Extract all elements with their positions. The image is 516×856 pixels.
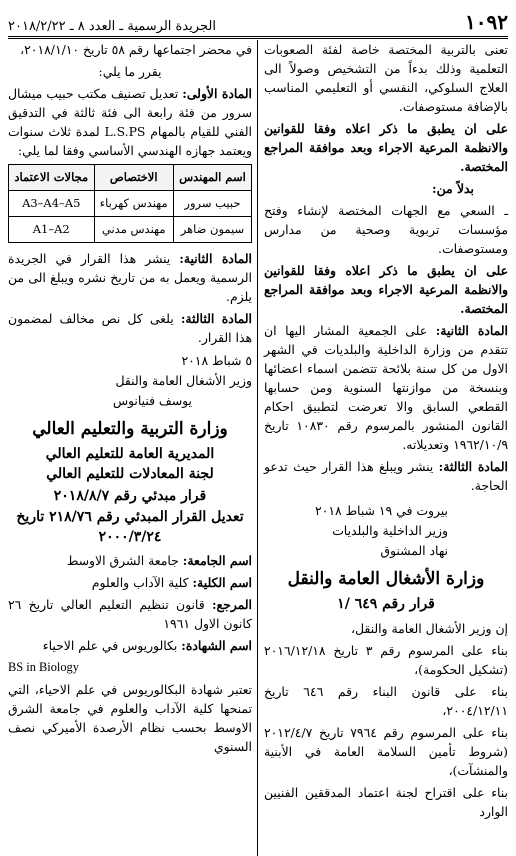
paragraph: ـ السعي مع الجهات المختصة لإنشاء وفتح مؤسسات تربوية وصحية من مدارس ومستوصفات.: [264, 203, 508, 256]
field-value: جامعة الشرق الاوسط: [66, 553, 179, 568]
bold-paragraph: على ان يطبق ما ذكر اعلاه وفقا للقوانين والانظمة المرعية الاجراء وبعد موافقة المراجع المختصة.: [264, 263, 508, 316]
degree-english: BS in Biology: [8, 660, 79, 674]
table-cell: حبيب سرور: [173, 191, 251, 217]
paragraph: بناء على المرسوم رقم ٣ تاريخ ٢٠١٦/١٢/١٨ (تشكيل الحكومة)،: [264, 643, 508, 677]
article-one: [8, 84, 252, 160]
article-text: ينشر هذا القرار في الجريدة الرسمية ويعمل به من تاريخ نشره ويبلغ الى من يلزم.: [8, 251, 252, 304]
committee-title: لجنة المعادلات للتعليم العالي: [46, 466, 214, 482]
article-label: المادة الثانية:: [435, 323, 508, 338]
ministry-title: وزارة التربية والتعليم العالي: [32, 419, 228, 439]
table-cell: مهندس كهرباء: [94, 191, 173, 217]
degree-line: [8, 636, 252, 655]
signature-date: بيروت في ١٩ شباط ٢٠١٨: [315, 503, 448, 518]
table-header-row: [9, 165, 252, 191]
article-text: على الجمعية المشار اليها ان تتقدم من وزارة الداخلية والبلديات في الشهر الاول من كل سنة بلائحة تتضمن اسماء اعضائها وبنسخة من موازنتها السنوية ومن حسابها القطعي السابق والا تعرضت لتطبيق احكام القانون المنشور بالمرسوم رقم ١٠٨٣٠ تاريخ ١٩٦٢/١٠/٩ وتعديلاته.: [264, 323, 508, 452]
field-value: قانون تنظيم التعليم العالي تاريخ ٢٦ كانون الاول ١٩٦١: [8, 597, 252, 631]
table-header: مجالات الاعتماد: [9, 165, 95, 191]
field-value: بكالوريوس في علم الاحياء: [42, 638, 178, 653]
bold-paragraph: على ان يطبق ما ذكر اعلاه وفقا للقوانين والانظمة المرعية الاجراء وبعد موافقة المراجع المختصة.: [264, 121, 508, 174]
left-column: [8, 40, 252, 856]
faculty-line: [8, 573, 252, 592]
table-row: [9, 217, 252, 243]
article-text: يلغى كل نص مخالف لمضمون هذا القرار.: [8, 311, 252, 345]
article-three: [8, 309, 252, 347]
article-label: المادة الثالثة:: [438, 459, 508, 474]
article-label: المادة الثانية:: [179, 251, 252, 266]
paragraph: في محضر اجتماعها رقم ٥٨ تاريخ ٢٠١٨/١/١٠،: [20, 42, 252, 57]
signature-title: وزير الأشغال العامة والنقل: [115, 373, 252, 388]
article-three: [264, 457, 508, 495]
decision-amendment: تعديل القرار المبدئي رقم ٢١٨/٧٦ تاريخ ٢٠٠٠/٣/٢٤: [16, 509, 244, 545]
paragraph: بناء على قانون البناء رقم ٦٤٦ تاريخ ٢٠٠٤/١٢/١١،: [264, 684, 508, 718]
article-label: المادة الثالثة:: [180, 311, 252, 326]
engineers-table: [8, 164, 252, 243]
table-cell: مهندس مدني: [94, 217, 173, 243]
column-divider: [257, 40, 258, 856]
field-label: اسم الجامعة:: [182, 553, 252, 568]
field-label: المرجع:: [211, 597, 252, 612]
signature-name: يوسف فنيانوس: [112, 393, 192, 408]
decides-label: يقرر ما يلي:: [98, 64, 162, 79]
gazette-issue-info: الجريدة الرسمية ـ العدد ٨ ـ ٢٠١٨/٢/٢٢: [8, 19, 216, 34]
field-label: اسم الكلية:: [192, 575, 252, 590]
field-label: اسم الشهادة:: [181, 638, 252, 653]
paragraph: إن وزير الأشغال العامة والنقل،: [350, 621, 508, 636]
signature-date: ٥ شباط ٢٠١٨: [181, 353, 252, 368]
paragraph: تعنى بالتربية المختصة خاصة لفئة الصعوبات التعلمية وذلك بدءاً من التشخيص وصولاً الى العلاج السلوكي، النفسي أو التعليمي المناسب بالإضافة مستوصفات.: [264, 42, 508, 114]
instead-of-label: بدلاً من:: [432, 181, 474, 196]
table-cell: A3–A4–A5: [9, 191, 95, 217]
paragraph: تعتبر شهادة البكالوريوس في علم الاحياء، التي تمنحها كلية الآداب والعلوم في جامعة الشرق الاوسط بحسب نظام الأرصدة الأميركي نصف السنوي: [8, 682, 252, 754]
signature-block: [264, 501, 508, 560]
reference-line: [8, 595, 252, 633]
university-line: [8, 551, 252, 570]
signature-title: وزير الداخلية والبلديات: [332, 523, 448, 538]
field-value: كلية الآداب والعلوم: [91, 575, 189, 590]
department-title: المديرية العامة للتعليم العالي: [45, 446, 215, 462]
signature-block: [8, 351, 252, 410]
article-text: ينشر ويبلغ هذا القرار حيث تدعو الحاجة.: [264, 459, 508, 493]
page-header: [8, 4, 508, 39]
decision-number: قرار مبدئي رقم ٢٠١٨/٨/٧: [53, 488, 207, 504]
table-cell: A1–A2: [9, 217, 95, 243]
paragraph: بناء على المرسوم رقم ٧٩٦٤ تاريخ ٢٠١٢/٤/٧ (شروط تأمين السلامة العامة في الأبنية والمنشآت)،: [264, 725, 508, 778]
article-label: المادة الأولى:: [182, 86, 252, 101]
paragraph: بناء على اقتراح لجنة اعتماد المدققين الفنيين الوارد: [264, 785, 508, 819]
article-two: [8, 249, 252, 306]
ministry-title: وزارة الأشغال العامة والنقل: [287, 569, 485, 589]
table-row: [9, 191, 252, 217]
table-cell: سيمون ضاهر: [173, 217, 251, 243]
table-header: الاختصاص: [94, 165, 173, 191]
right-column: [264, 40, 508, 856]
article-two: [264, 321, 508, 454]
article-text: تعديل تصنيف مكتب حبيب ميشال سرور من فئة رابعة الى فئة ثالثة في التدقيق الفني للقيام بالمهام L.S.PS لمدة ثلاث سنوات ويعتمد جهازه الهندسي الأساسي وفقا لما يلي:: [8, 86, 252, 158]
signature-name: نهاد المشنوق: [380, 543, 448, 558]
page-number: ١٠٩٢: [465, 10, 508, 34]
table-header: اسم المهندس: [173, 165, 251, 191]
decision-number: قرار رقم ٦٤٩ /١: [337, 596, 435, 612]
